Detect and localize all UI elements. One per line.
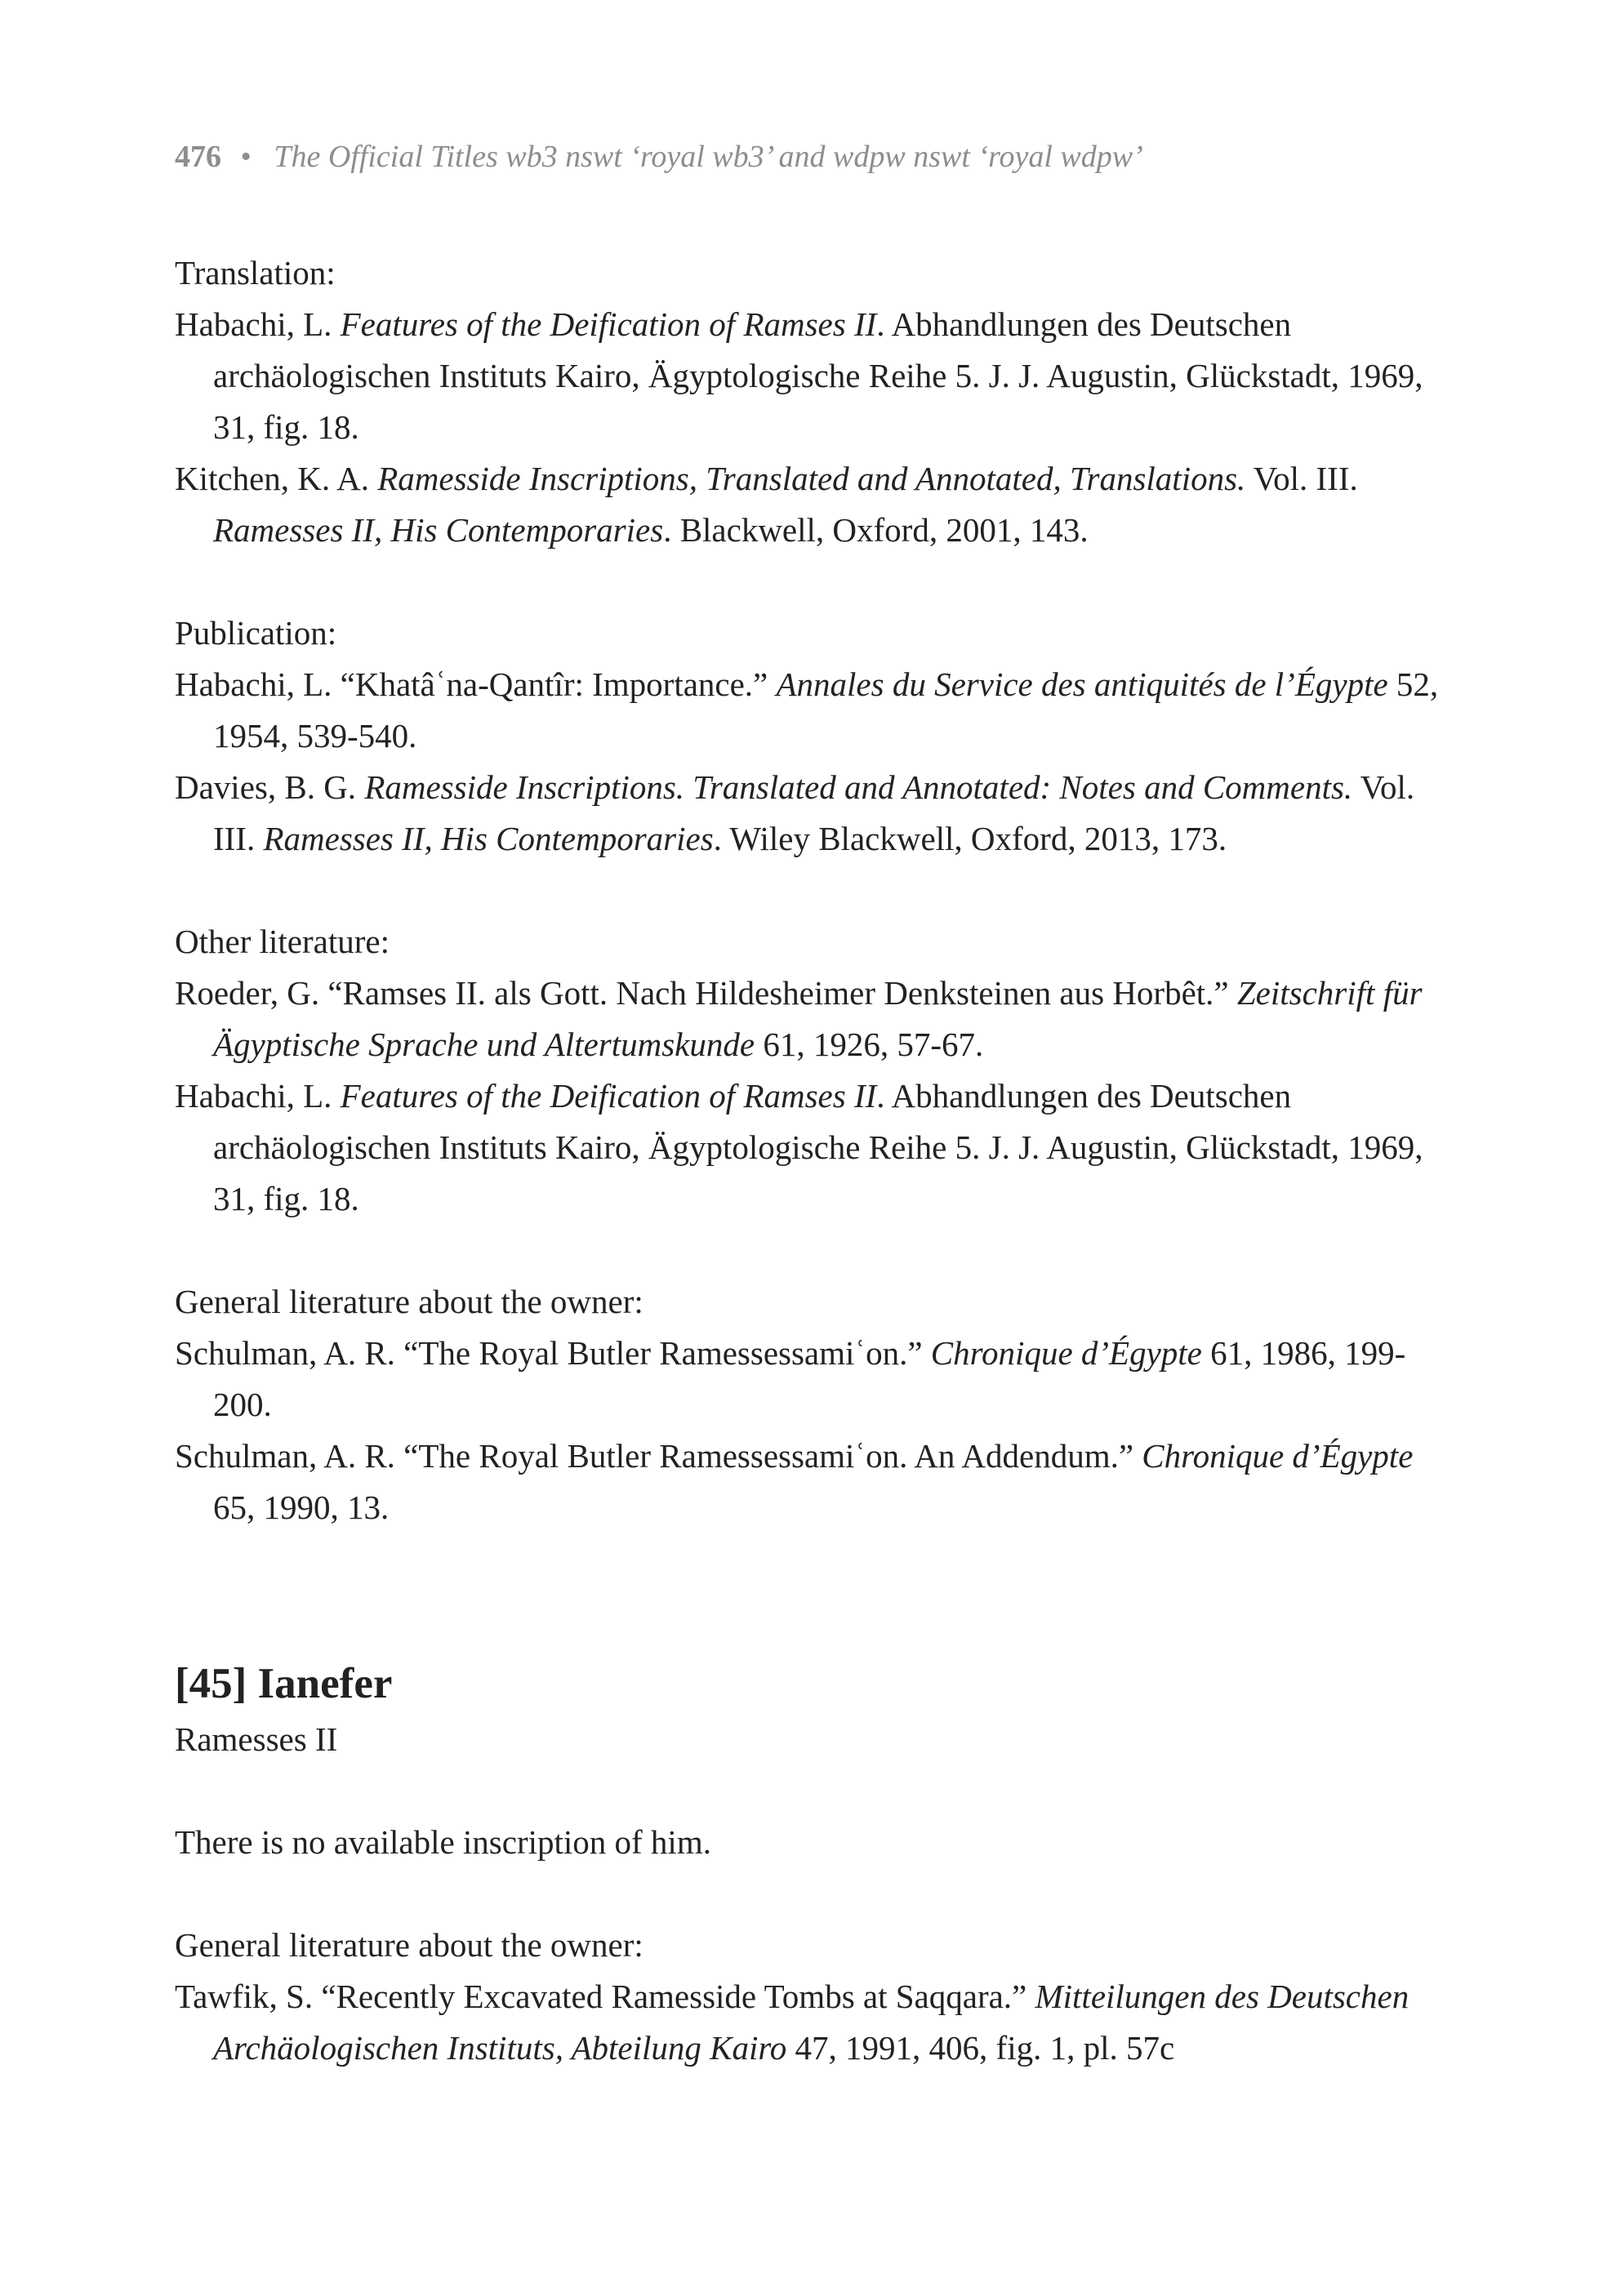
reference-title: Features of the Deification of Ramses II (340, 305, 877, 343)
bibliography-section (175, 1276, 1445, 1533)
bibliography-section (175, 916, 1445, 1225)
reference-title: Chronique d’Égypte (930, 1334, 1202, 1372)
section-heading: Publication: (175, 614, 337, 652)
section-heading: Translation: (175, 254, 336, 291)
reference-text: . Wiley Blackwell, Oxford, 2013, 173. (713, 820, 1227, 857)
reference-text: Vol. III. (1245, 460, 1358, 497)
reference-title: Mitteilungen des Deutschen Archäologischen Instituts, Abteilung Kairo (213, 1978, 1409, 2067)
bibliography-section (175, 247, 1445, 556)
reference-entry (175, 762, 1445, 865)
reference-text: . Blackwell, Oxford, 2001, 143. (663, 511, 1089, 549)
bibliography-section (175, 607, 1445, 865)
reference-text: 52, 1954, 539-540. (213, 665, 1439, 754)
reference-title: Ramesside Inscriptions. Translated and Annotated: Notes and Comments. (364, 768, 1353, 806)
section-heading: Other literature: (175, 923, 390, 960)
reference-text: 65, 1990, 13. (213, 1488, 390, 1526)
reference-text: Schulman, A. R. “The Royal Butler Ramessessamiʿon. An Addendum.” (175, 1437, 1142, 1475)
running-header (175, 139, 1143, 175)
reference-text: Habachi, L. “Khatâʿna-Qantîr: Importance.” (175, 665, 777, 703)
running-title: The Official Titles wb3 nswt ‘royal wb3’ and wdpw nswt ‘royal wdpw’ (274, 140, 1143, 174)
header-bullet: • (240, 140, 252, 174)
reference-title: Ramesses II, His Contemporaries (263, 820, 714, 857)
reference-text: Vol. III. (213, 768, 1415, 857)
bibliography-sections-bottom (175, 1920, 1445, 2074)
section-heading: General literature about the owner: (175, 1283, 644, 1320)
reference-text: 61, 1926, 57-67. (755, 1026, 984, 1063)
reference-entry (175, 1431, 1445, 1533)
reference-entry (175, 453, 1445, 556)
reference-text: . Abhandlungen des Deutschen archäologischen Instituts Kairo, Ägyptologische Reihe 5. J. J. Augustin, Glückstadt, 1969, 31, fig. 18. (213, 305, 1423, 446)
reference-text: 61, 1986, 199-200. (213, 1334, 1406, 1423)
page-body (175, 247, 1445, 2125)
section-heading: General literature about the owner: (175, 1926, 644, 1964)
reference-title: Ramesses II, His Contemporaries (213, 511, 664, 549)
entry-note: There is no available inscription of him. (175, 1823, 711, 1861)
reference-text: Tawfik, S. “Recently Excavated Ramesside Tombs at Saqqara.” (175, 1978, 1035, 2015)
reference-text: Kitchen, K. A. (175, 460, 378, 497)
reference-entry (175, 968, 1445, 1070)
reference-entry (175, 299, 1445, 453)
reference-title: Zeitschrift für Ägyptische Sprache und Altertumskunde (213, 974, 1423, 1063)
reference-title: Features of the Deification of Ramses II (340, 1077, 877, 1115)
reference-text: Roeder, G. “Ramses II. als Gott. Nach Hildesheimer Denksteinen aus Horbêt.” (175, 974, 1237, 1012)
reference-text: . Abhandlungen des Deutschen archäologischen Instituts Kairo, Ägyptologische Reihe 5. J. J. Augustin, Glückstadt, 1969, 31, fig. 18. (213, 1077, 1423, 1217)
reference-text: Davies, B. G. (175, 768, 365, 806)
entry-reign: Ramesses II (175, 1720, 338, 1758)
bibliography-sections-top (175, 247, 1445, 1533)
reference-entry (175, 1070, 1445, 1225)
bibliography-section (175, 1920, 1445, 2074)
entry-title: [45] Ianefer (175, 1660, 393, 1707)
reference-entry (175, 659, 1445, 762)
reference-entry (175, 1971, 1445, 2074)
reference-text: Schulman, A. R. “The Royal Butler Ramessessamiʿon.” (175, 1334, 931, 1372)
reference-text: 47, 1991, 406, fig. 1, pl. 57c (786, 2029, 1175, 2067)
reference-text: Habachi, L. (175, 305, 341, 343)
page-number: 476 (175, 140, 221, 174)
reference-text: Habachi, L. (175, 1077, 341, 1115)
reference-title: Annales du Service des antiquités de l’Égypte (776, 665, 1388, 703)
reference-entry (175, 1328, 1445, 1431)
spacer (175, 1585, 1445, 1653)
reference-title: Chronique d’Égypte (1142, 1437, 1414, 1475)
reference-title: Ramesside Inscriptions, Translated and Annotated, Translations. (377, 460, 1246, 497)
